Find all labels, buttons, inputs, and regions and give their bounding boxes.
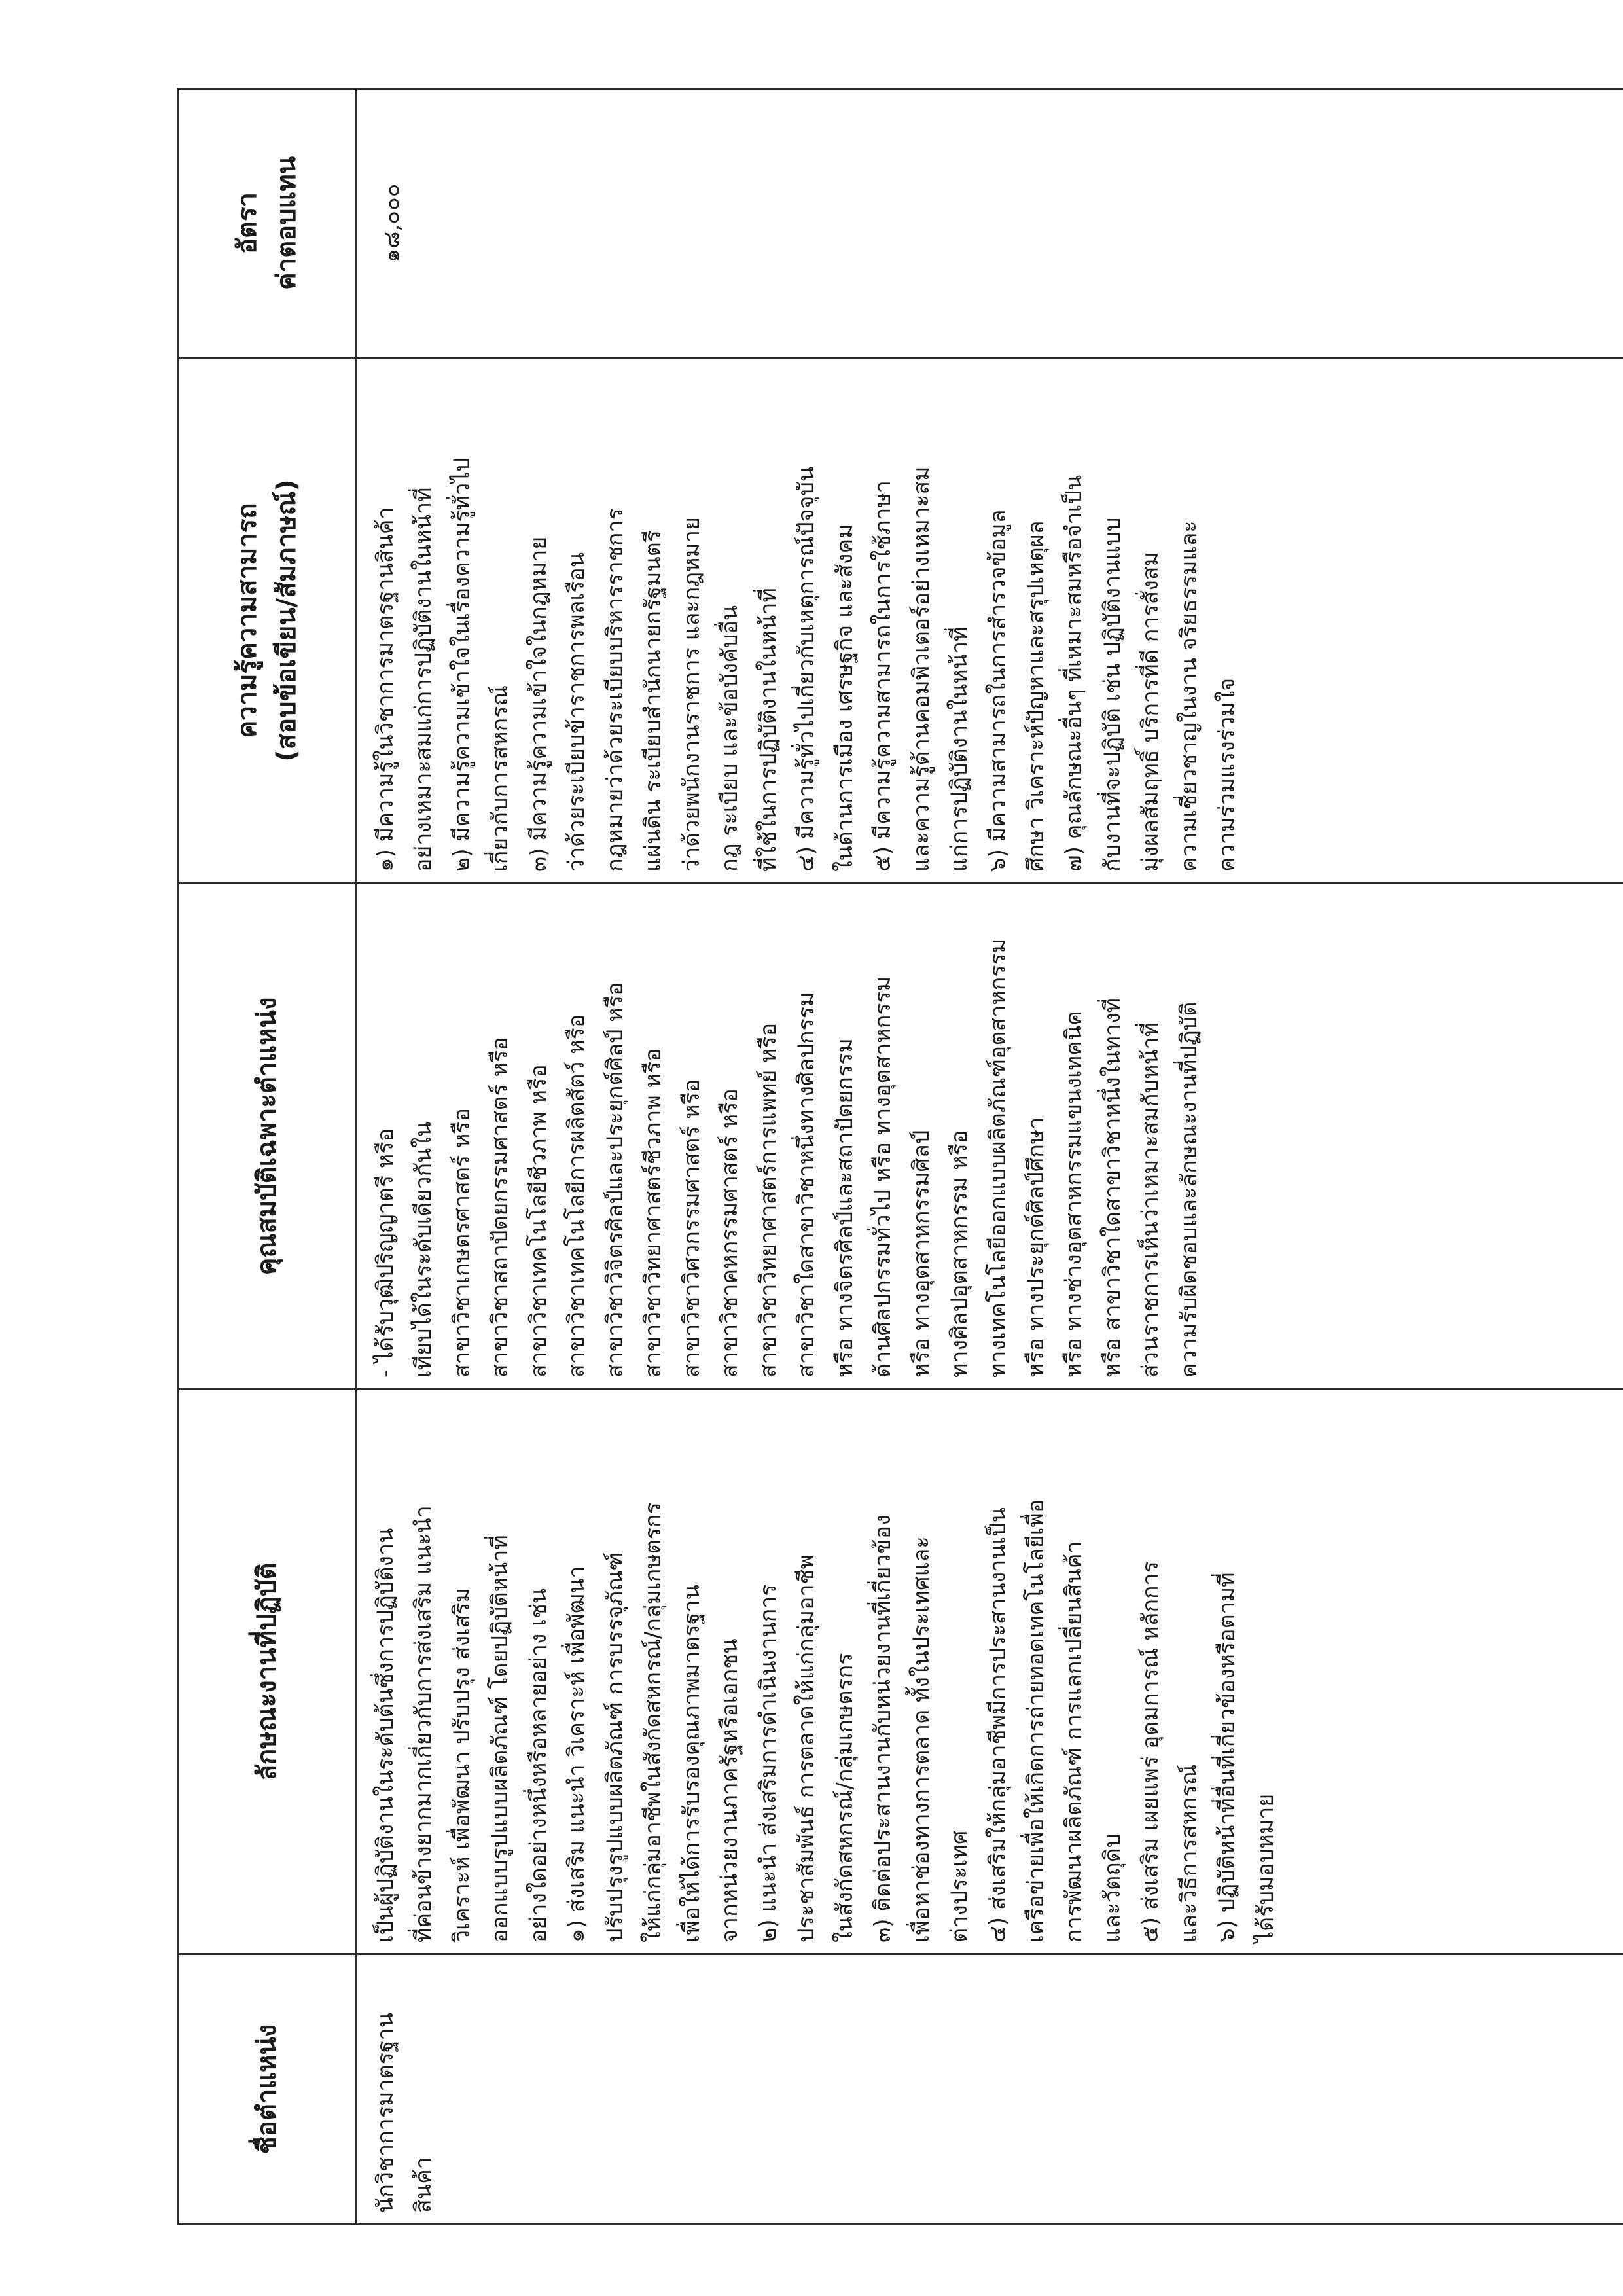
header-knowledge	[178, 358, 357, 884]
cell-rate	[357, 89, 1623, 358]
qualification-line: หรือ ทางประยุกต์ศิลป์ศึกษา	[1022, 1117, 1049, 1378]
qualification-line: หรือ ทางช่างอุตสาหกรรมแขนงเทคนิค	[1061, 1011, 1088, 1378]
qualification-line: สาขาวิชาใดสาขาวิชาหนึ่งทางศิลปกรรม	[793, 992, 820, 1378]
knowledge-line: ๒) มีความรู้ความเข้าใจในเรื่องความรู้ทั่วไป	[448, 457, 475, 872]
header-position: ชื่อตำแหน่ง	[178, 1954, 357, 2225]
knowledge-line: ความร่วมแรงร่วมใจ	[1214, 677, 1241, 872]
qualification-line: สาขาวิชาวิศวกรรมศาสตร์ หรือ	[678, 1079, 705, 1378]
position-table	[177, 88, 1623, 2225]
duty-line: ๒) แนะนำ ส่งเสริมการดำเนินงานการ	[755, 1584, 781, 1943]
header-rate-line2: ค่าตอบแทน	[272, 156, 302, 291]
knowledge-line: ว่าด้วยพนักงานราชการ และกฎหมาย	[678, 517, 705, 872]
duty-line: ๖) ปฏิบัติหน้าที่อื่นที่เกี่ยวข้องหรือตามที่	[1214, 1572, 1241, 1943]
duty-line: และวิธีการสหกรณ์	[1175, 1764, 1202, 1943]
qualification-line: เทียบได้ในระดับเดียวกันใน	[410, 1121, 437, 1378]
duty-line: ให้แก่กลุ่มอาชีพในสังกัดสหกรณ์/กลุ่มเกษตรกร	[640, 1502, 667, 1943]
duty-line: ๔) ส่งเสริมให้กลุ่มอาชีพมีการประสานงานเป็น	[984, 1507, 1011, 1943]
rotated-page	[177, 156, 1623, 2225]
qualification-line: หรือ ทางจิตรศิลป์และสถาปัตยกรรม	[831, 1038, 858, 1378]
cell-duties	[357, 1390, 1623, 1954]
duty-line: เป็นผู้ปฏิบัติงานในระดับต้นซึ่งการปฏิบัติงาน	[372, 1528, 399, 1943]
duty-line: ๕) ส่งเสริม เผยแพร่ อุดมการณ์ หลักการ	[1137, 1561, 1164, 1943]
duty-line: เพื่อให้ได้การรับรองคุณภาพมาตรฐาน	[678, 1585, 705, 1943]
knowledge-line: ที่ใช้ในการปฏิบัติงานในหน้าที่	[755, 588, 781, 872]
qualification-line: สาขาวิชาวิทยาศาสตร์ชีวภาพ หรือ	[640, 1048, 667, 1378]
header-rate	[178, 89, 357, 358]
qualification-line: สาขาวิชาวิทยาศาสตร์การแพทย์ หรือ	[755, 1022, 781, 1378]
duty-line: เครือข่ายเพื่อให้เกิดการถ่ายทอดเทคโนโลยีเพื่อ	[1022, 1499, 1049, 1943]
knowledge-line: กฎ ระเบียบ และข้อบังคับอื่น	[717, 605, 743, 872]
header-qualifications: คุณสมบัติเฉพาะตำแหน่ง	[178, 884, 357, 1390]
duty-line: ได้รับมอบหมาย	[1252, 1793, 1279, 1943]
qualification-line: - ได้รับวุฒิปริญญาตรี หรือ	[372, 1128, 399, 1378]
header-duties: ลักษณะงานที่ปฏิบัติ	[178, 1390, 357, 1954]
table-row	[357, 89, 1623, 2225]
cell-qualifications	[357, 884, 1623, 1390]
qualification-line: สาขาวิชาเกษตรศาสตร์ หรือ	[448, 1107, 475, 1378]
qualification-line: ทางศิลปอุตสาหกรรม หรือ	[946, 1130, 973, 1378]
knowledge-list	[366, 369, 1247, 872]
knowledge-line: เกี่ยวกับการสหกรณ์	[487, 685, 514, 872]
qualification-line: หรือ ทางอุตสาหกรรมศิลป์	[908, 1130, 935, 1378]
qualification-line: สาขาวิชาเทคโนโลยีชีวภาพ หรือ	[525, 1064, 552, 1378]
knowledge-line: ๔) มีความรู้ทั่วไปเกี่ยวกับเหตุการณ์ปัจจุบัน	[793, 466, 820, 872]
duty-line: ๑) ส่งเสริม แนะนำ วิเคราะห์ เพื่อพัฒนา	[563, 1566, 590, 1943]
knowledge-line: แผ่นดิน ระเบียบสำนักนายกรัฐมนตรี	[640, 530, 667, 872]
knowledge-line: ว่าด้วยระเบียบข้าราชการพลเรือน	[563, 552, 590, 872]
qualification-line: ด้านศิลปกรรมทั่วไป หรือ ทางอุตสาหกรรม	[870, 976, 897, 1378]
duty-line: และวัตถุดิบ	[1099, 1833, 1126, 1943]
knowledge-line: ๖) มีความสามารถในการสำรวจข้อมูล	[984, 509, 1011, 872]
qualification-line: สาขาวิชาวิจิตรศิลป์และประยุกต์ศิลป์ หรือ	[601, 982, 628, 1378]
knowledge-line: ศึกษา วิเคราะห์ปัญหาและสรุปเหตุผล	[1022, 520, 1049, 872]
knowledge-line: ในด้านการเมือง เศรษฐกิจ และสังคม	[831, 524, 858, 872]
knowledge-line: ๓) มีความรู้ความเข้าใจในกฎหมาย	[525, 536, 552, 872]
qualification-line: ส่วนราชการเห็นว่าเหมาะสมกับหน้าที่	[1137, 1022, 1164, 1378]
duties-list	[366, 1401, 1285, 1943]
knowledge-line: แก่การปฏิบัติงานในหน้าที่	[946, 626, 973, 872]
duty-line: วิเคราะห์ เพื่อพัฒนา ปรับปรุง ส่งเสริม	[448, 1587, 475, 1943]
knowledge-line: กฎหมายว่าด้วยระเบียบบริหารราชการ	[601, 508, 628, 872]
duty-line: ๓) ติดต่อประสานงานกับหน่วยงานที่เกี่ยวข้อง	[870, 1515, 897, 1943]
qualification-line: สาขาวิชาสถาปัตยกรรมศาสตร์ หรือ	[487, 1037, 514, 1378]
position-title: นักวิชาการมาตรฐานสินค้า	[372, 2013, 437, 2213]
knowledge-line: ๕) มีความรู้ความสามารถในการใช้ภาษา	[870, 480, 897, 872]
knowledge-line: ๗) คุณลักษณะอื่นๆ ที่เหมาะสมหรือจำเป็น	[1061, 475, 1088, 872]
knowledge-line: ๑) มีความรู้ในวิชาการมาตรฐานสินค้า	[372, 507, 399, 872]
duty-line: ออกแบบรูปแบบผลิตภัณฑ์ โดยปฏิบัติหน้าที่	[487, 1535, 514, 1943]
duty-line: ในสังกัดสหกรณ์/กลุ่มเกษตรกร	[831, 1653, 858, 1943]
knowledge-line: และความรู้ด้านคอมพิวเตอร์อย่างเหมาะสม	[908, 466, 935, 872]
duty-line: การพัฒนาผลิตภัณฑ์ การแลกเปลี่ยนสินค้า	[1061, 1541, 1088, 1943]
duty-line: ปรับปรุงรูปแบบผลิตภัณฑ์ การบรรจุภัณฑ์	[601, 1552, 628, 1943]
header-knowledge-line1: ความรู้ความสามารถ	[232, 503, 262, 738]
qualification-line: ทางเทคโนโลยีออกแบบผลิตภัณฑ์อุตสาหกรรม	[984, 938, 1011, 1378]
cell-knowledge	[357, 358, 1623, 884]
duty-line: เพื่อหาช่องทางการตลาด ทั้งในประเทศและ	[908, 1536, 935, 1943]
duty-line: อย่างใดอย่างหนึ่งหรือหลายอย่าง เช่น	[525, 1588, 552, 1943]
qualifications-list	[366, 895, 1208, 1378]
cell-position	[357, 1954, 1623, 2225]
table-header-row	[178, 89, 357, 2225]
qualification-line: สาขาวิชาเทคโนโลยีการผลิตสัตว์ หรือ	[563, 1014, 590, 1378]
duty-line: ที่ค่อนข้างยากมากเกี่ยวกับการส่งเสริม แนะนำ	[410, 1505, 437, 1943]
duty-line: ประชาสัมพันธ์ การตลาดให้แก่กลุ่มอาชีพ	[793, 1554, 820, 1943]
duty-line: จากหน่วยงานภาครัฐหรือเอกชน	[717, 1638, 743, 1943]
rate-value: ๑๘,๐๐๐	[379, 183, 405, 263]
knowledge-line: อย่างเหมาะสมแก่การปฏิบัติงานในหน้าที่	[410, 487, 437, 872]
knowledge-line: มุ่งผลสัมฤทธิ์ บริการที่ดี การสั่งสม	[1137, 551, 1164, 872]
qualification-line: สาขาวิชาคหกรรมศาสตร์ หรือ	[717, 1088, 743, 1378]
qualification-line: หรือ สาขาวิชาใดสาขาวิชาหนึ่งในทางที่	[1099, 997, 1126, 1378]
duty-line: ต่างประเทศ	[946, 1830, 973, 1943]
knowledge-line: ความเชี่ยวชาญในงาน จริยธรรมและ	[1175, 520, 1202, 872]
qualification-line: ความรับผิดชอบและลักษณะงานที่ปฏิบัติ	[1175, 1001, 1202, 1378]
header-rate-line1: อัตรา	[232, 192, 262, 254]
header-knowledge-line2: (สอบข้อเขียน/สัมภาษณ์)	[272, 479, 302, 762]
knowledge-line: กับงานที่จะปฏิบัติ เช่น ปฏิบัติงานแบบ	[1099, 517, 1126, 872]
